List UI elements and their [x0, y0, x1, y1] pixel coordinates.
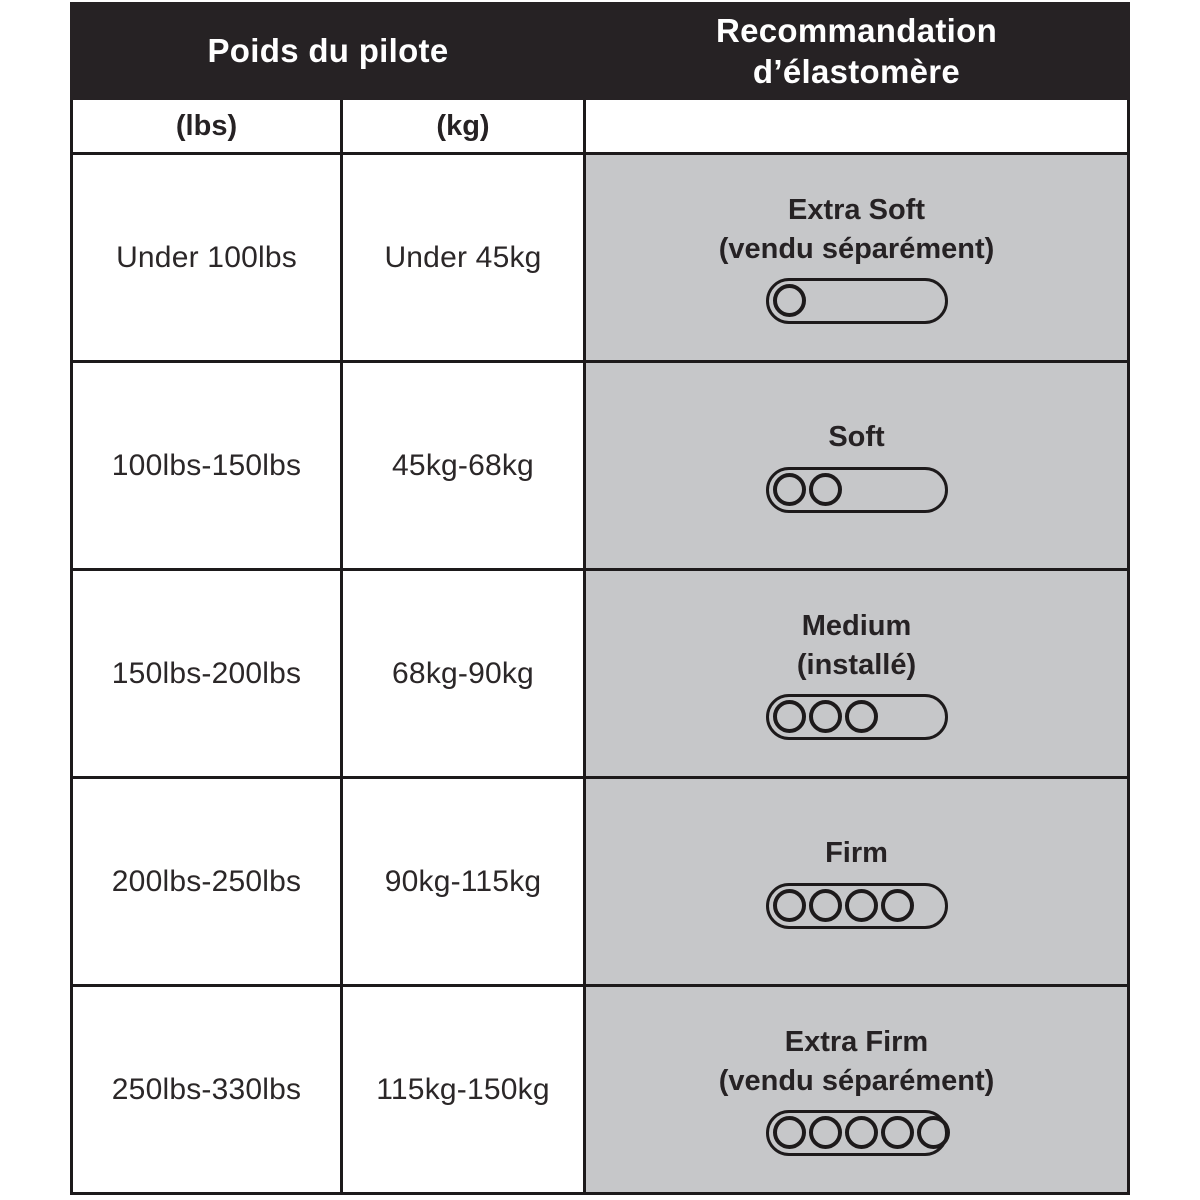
weight-recommendation-table: [70, 2, 1130, 1195]
elastomer-dot: [809, 1116, 842, 1149]
elastomer-indicator-pill: [766, 694, 948, 740]
recommendation-content: [586, 607, 1127, 740]
elastomer-dot: [845, 700, 878, 733]
elastomer-dot: [809, 889, 842, 922]
recommendation-cell: [585, 362, 1129, 570]
recommendation-cell: [585, 154, 1129, 362]
elastomer-name: Extra Soft: [788, 194, 925, 227]
lbs-range-cell: Under 100lbs: [72, 154, 342, 362]
elastomer-dot: [773, 284, 806, 317]
elastomer-dot: [773, 700, 806, 733]
elastomer-indicator-pill: [766, 278, 948, 324]
elastomer-note: (vendu séparément): [718, 1064, 995, 1097]
lbs-range-cell: 150lbs-200lbs: [72, 570, 342, 778]
recommendation-cell: [585, 570, 1129, 778]
lbs-range-cell: 250lbs-330lbs: [72, 986, 342, 1194]
elastomer-note: (installé): [796, 648, 917, 681]
elastomer-name: Extra Firm: [784, 1026, 929, 1059]
poids-du-pilote-header: Poids du pilote: [72, 4, 585, 99]
recommendation-cell: [585, 986, 1129, 1194]
elastomer-name: Medium: [801, 610, 912, 643]
table-row: [72, 986, 1129, 1194]
elastomer-name: Soft: [828, 421, 885, 454]
elastomer-name: Firm: [825, 837, 888, 870]
table-row: [72, 362, 1129, 570]
elastomer-note: (vendu séparément): [718, 232, 995, 265]
table-row: [72, 570, 1129, 778]
recommandation-header-line1: Recommandation: [715, 11, 998, 49]
lbs-unit-header: (lbs): [72, 99, 342, 154]
elastomer-dot: [845, 1116, 878, 1149]
elastomer-dot: [809, 473, 842, 506]
elastomer-dot: [881, 1116, 914, 1149]
elastomer-dot: [917, 1116, 950, 1149]
elastomer-indicator-pill: [766, 467, 948, 513]
lbs-range-cell: 100lbs-150lbs: [72, 362, 342, 570]
recommendation-content: [586, 834, 1127, 928]
recommendation-content: [586, 418, 1127, 512]
kg-range-cell: Under 45kg: [342, 154, 585, 362]
elastomer-dot: [773, 1116, 806, 1149]
table-row: [72, 154, 1129, 362]
recommandation-header-line2: d’élastomère: [752, 53, 961, 90]
unit-header-row: [72, 99, 1129, 154]
recommandation-header: [585, 4, 1129, 99]
kg-range-cell: 115kg-150kg: [342, 986, 585, 1194]
main-header-row: [72, 4, 1129, 99]
recommendation-content: [586, 1023, 1127, 1156]
elastomer-dot: [845, 889, 878, 922]
kg-range-cell: 90kg-115kg: [342, 778, 585, 986]
elastomer-dot: [773, 473, 806, 506]
table-row: [72, 778, 1129, 986]
recommendation-cell: [585, 778, 1129, 986]
kg-unit-header: (kg): [342, 99, 585, 154]
elastomer-indicator-pill: [766, 883, 948, 929]
elastomer-dot: [881, 889, 914, 922]
empty-unit-cell: [585, 99, 1129, 154]
lbs-range-cell: 200lbs-250lbs: [72, 778, 342, 986]
kg-range-cell: 45kg-68kg: [342, 362, 585, 570]
elastomer-indicator-pill: [766, 1110, 948, 1156]
elastomer-dot: [773, 889, 806, 922]
elastomer-dot: [809, 700, 842, 733]
recommendation-content: [586, 191, 1127, 324]
kg-range-cell: 68kg-90kg: [342, 570, 585, 778]
